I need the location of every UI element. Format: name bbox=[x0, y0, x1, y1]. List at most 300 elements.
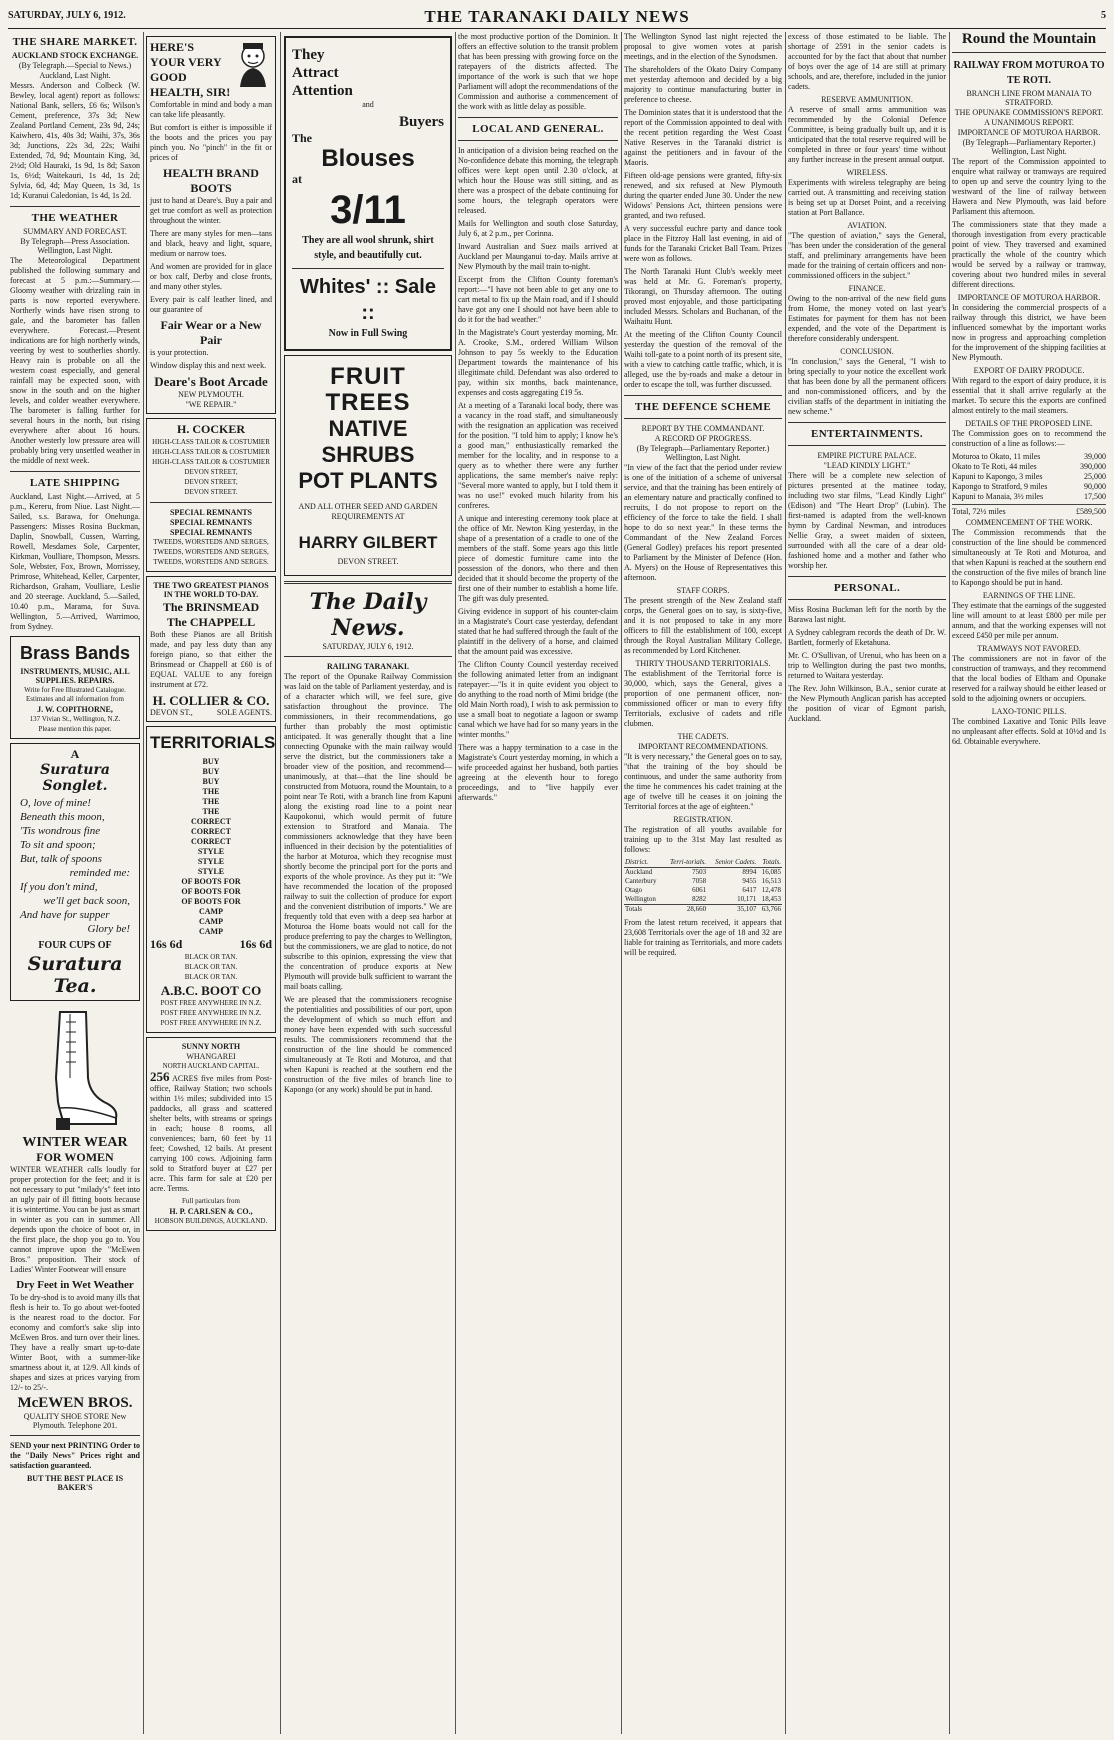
divider bbox=[458, 117, 618, 118]
post-free: POST FREE ANYWHERE IN N.Z. bbox=[160, 1019, 262, 1027]
suratura-letter: A bbox=[70, 747, 80, 761]
cadets-heading: THE CADETS. bbox=[677, 732, 729, 741]
defence-p4: "It is very necessary," the General goes on to say, "that the training of the boy should be continuous, and under the same authority from the time he commences his cadet training at the age of twelve till he ceases it on joining the Territorial forces at the age of eighteen." bbox=[624, 752, 782, 811]
conclusion-heading: CONCLUSION. bbox=[840, 347, 894, 356]
deare-p5: And women are provided for in glace or box calf, Derby and close fronts, and many other styles. bbox=[150, 262, 272, 291]
territorials-price: 16s 6d bbox=[150, 937, 183, 951]
boot-illustration bbox=[10, 1005, 140, 1135]
defence-p1: "In view of the fact that the period under review is one of the initiation of a scheme of universal service, and that the training has been entirely of an elementary nature and practically confined to recruits, I do not propose to report on the efficiency of the force to take the field. I shall hope to do so next year." In these terms the Commandant of the New Zealand Forces (General Godley) prefaces his report presented to Parliament by the Minister of Defence (Hon. A. Myers) on the House of Representatives this afternoon. bbox=[624, 463, 782, 582]
sunny-north-ad bbox=[146, 1037, 276, 1231]
col6-p9: A Sydney cablegram records the death of Dr. W. Bartlett, formerly of Eketahuna. bbox=[788, 628, 946, 647]
brass-bands-name: J. W. COPITHORNE, bbox=[37, 705, 113, 714]
divider bbox=[788, 422, 946, 423]
col7-p3: In considering the commercial prospects of a railway through this district, we have been influenced somewhat by the important works now in progress and approaching completion for the improvement of the shipping facilities at New Plymouth. bbox=[952, 303, 1106, 362]
divider bbox=[10, 471, 140, 472]
territorials-list-item: OF BOOTS FOR bbox=[181, 897, 241, 906]
column-5 bbox=[624, 32, 782, 1734]
whites-price: 3/11 bbox=[330, 188, 406, 232]
col7-h10: EARNINGS OF THE LINE. bbox=[982, 591, 1076, 600]
col6-p7: There will be a complete new selection of pictures presented at the matinee today, including two star films, "Lead Kindly Light" (Edison) and "The Heart Drop" (Lubin). The first-named is adapted from the well-known hymn by Cardinal Newman, and introduces Nellie Gray, a sweet maiden of sixteen, surrounded with all the care of a dear old-fashioned home and a mother and father who worship her. bbox=[788, 471, 946, 570]
divider bbox=[284, 656, 452, 657]
divider bbox=[952, 52, 1106, 53]
table-total-row bbox=[624, 905, 782, 915]
table-cell: 7503 bbox=[692, 868, 707, 876]
carlsen-firm: H. P. CARLSEN & CO., bbox=[169, 1207, 253, 1216]
column-rule bbox=[621, 32, 622, 1734]
table-cell: 6061 bbox=[692, 886, 707, 894]
shipping-body: Auckland, Last Night.—Arrived, at 5 p.m., Kereru, from Niue. Last Night.—Sailed, s.s. Barawa, for Onehunga. Passengers: Misses Rosina Buckman, Daplin, Snowball, Cussen, Warring, Rowell, Mesdames Sole, Carpenter, Kirkman, Voulliare, Thompson, Messrs. Sole, Webster, Fox, Brown, Morrissey, Primrose, Whitehead, Keller, Carpenter, Richardson, Graham, Voulliare, Leslie and 20 steerage. Auckland, 5.—Sailed, 10.40 p.m., Marama, for Suva. Wellington, 5.—Arrived, Warrimoo, from Sydney. bbox=[10, 492, 140, 631]
share-market-subtitle: AUCKLAND STOCK EXCHANGE. bbox=[11, 51, 139, 60]
winter-wear-title: WINTER WEAR bbox=[22, 1135, 128, 1150]
deare-firm: Deare's Boot Arcade bbox=[154, 374, 268, 389]
table-cell: 8994 bbox=[742, 868, 757, 876]
col7-h1: RAILWAY FROM MOTUROA TO TE ROTI. bbox=[953, 60, 1105, 86]
printing-ad: SEND your next PRINTING Order to the "Daily News" Prices right and satisfaction guaranteed. bbox=[10, 1441, 140, 1470]
whites-and: and bbox=[362, 100, 374, 109]
masthead-title: THE TARANAKI DAILY NEWS bbox=[424, 7, 690, 26]
col7-h7: EXPORT OF DAIRY PRODUCE. bbox=[973, 366, 1085, 375]
territorials-color: BLACK OR TAN. bbox=[184, 953, 238, 961]
recommendations-heading: IMPORTANT RECOMMENDATIONS. bbox=[638, 742, 768, 751]
table-cell: 12,478 bbox=[761, 886, 781, 894]
divider bbox=[458, 140, 618, 141]
line-cost-label: Kapongo to Stratford, 9 miles bbox=[952, 482, 1048, 491]
brinsmead: The BRINSMEAD bbox=[162, 600, 260, 614]
registration-table bbox=[624, 858, 782, 914]
whites-they: They bbox=[292, 47, 325, 63]
winter-wear-sub: FOR WOMEN bbox=[36, 1150, 114, 1164]
gilbert-street: DEVON STREET. bbox=[337, 557, 399, 566]
divider bbox=[150, 502, 272, 503]
col5-p4: Fifteen old-age pensions were granted, fifty-six renewed, and six refused at New Plymouth during the quarter ended June 30. Under the new Widows' Pensions Act, thirteen pensions were granted, and two refused. bbox=[624, 171, 782, 220]
territorials-ad bbox=[146, 726, 276, 1033]
col6-p10: Mr. C. O'Sullivan, of Urenui, who has been on a trip to Wellington during the past two months, returned to Waitara yesterday. bbox=[788, 651, 946, 680]
pianos-heading: THE TWO GREATEST PIANOS IN THE WORLD TO-DAY. bbox=[153, 581, 269, 599]
weather-subtitle: SUMMARY AND FORECAST. bbox=[23, 227, 127, 236]
col6-p3: Experiments with wireless telegraphy are being carried out. A transmitting and receiving station is being set up at Dorset Point, and a receiving station at Port Ballance. bbox=[788, 178, 946, 217]
health-brand-heading: HEALTH BRAND BOOTS bbox=[163, 166, 259, 195]
table-cell: 10,171 bbox=[737, 895, 757, 903]
column-2 bbox=[146, 32, 276, 1734]
col7-p6: The Commission recommends that the construction of the line should be commenced simultaneously at Te Roti and Moturoa, and that when Kapuni is reached at the southern end the construction of the five miles of branch line to Kapongo should be put in hand. bbox=[952, 528, 1106, 587]
share-market-byline: (By Telegraph.—Special to News.) bbox=[18, 61, 132, 70]
local-general-heading: LOCAL AND GENERAL. bbox=[472, 123, 604, 135]
col7-p9: The combined Laxative and Tonic Pills leave no unpleasant after effects. Sold at 10½d and 1s 6d. Obtainable everywhere. bbox=[952, 717, 1106, 746]
editorial-date: SATURDAY, JULY 6, 1912. bbox=[322, 642, 414, 651]
sunny-north-sub: NORTH AUCKLAND CAPITAL. bbox=[162, 1062, 260, 1070]
table-cell: 63,766 bbox=[757, 905, 782, 915]
line-cost-value: 390,000 bbox=[1080, 462, 1106, 471]
col6-p5: Owing to the non-arrival of the new field guns from Home, the money voted on last year's Estimates for payment for them has not been expended, and the vote of the Department is therefore considerably underspent. bbox=[788, 294, 946, 343]
tweeds-line: TWEEDS, WORSTEDS AND SERGES. bbox=[153, 558, 269, 566]
entertainments-heading: ENTERTAINMENTS. bbox=[810, 428, 924, 440]
col6-p1: excess of those estimated to be liable. The shortage of 2591 in the senior cadets is accounted for by the fact that about that number of boys over the age of 14 are still at primary schools, and are, therefore, included in the junior cadets. bbox=[788, 32, 946, 91]
registration-heading: REGISTRATION. bbox=[673, 815, 733, 824]
chappell: The CHAPPELL bbox=[166, 615, 256, 629]
column-3 bbox=[284, 32, 452, 1734]
masthead-date: SATURDAY, JULY 6, 1912. bbox=[8, 10, 126, 21]
aviation-heading: AVIATION. bbox=[847, 221, 887, 230]
gilbert-name: HARRY GILBERT bbox=[298, 533, 438, 552]
defence-heading: THE DEFENCE SCHEME bbox=[634, 401, 772, 413]
suratura-ad bbox=[10, 743, 140, 1001]
table-cell: 18,453 bbox=[761, 895, 781, 903]
territorials-color: BLACK OR TAN. bbox=[184, 973, 238, 981]
gentleman-portrait-icon bbox=[234, 40, 272, 88]
territorials-price: 16s 6d bbox=[239, 937, 272, 951]
col7-p5: The Commission goes on to recommend the construction of a line as follows:— bbox=[952, 429, 1106, 448]
verse-line: O, love of mine! bbox=[20, 797, 91, 809]
table-cell: 16,513 bbox=[761, 877, 781, 885]
whites-attract: Attract bbox=[292, 65, 339, 81]
suratura-brand: Suratura Tea. bbox=[27, 953, 123, 997]
cocker-line: HIGH-CLASS TAILOR & COSTUMIER bbox=[152, 458, 270, 466]
deare-p8: Window display this and next week. bbox=[150, 361, 267, 370]
boot-icon bbox=[30, 1008, 120, 1133]
col7-h4: A UNANIMOUS REPORT. bbox=[984, 118, 1074, 127]
editorial-p1: The report of the Opunake Railway Commission was laid on the table of Parliament yesterday, and is of a character which will, we feel sure, give satisfaction throughout the province. The commissioners, in their recommendations, go further than probably the most optimistic anticipated. It was generally thought that a line connecting Opunake with the main railway would serve the district, but the commissioners take a broader view of the position, and recommend—unanimously, at that—that the line should be constructed from Motuora, round the Mountain, to a point near Te Roti, with a branch line from Kapuni along the existing road line to a point near Kaupokonui, which would permit of future extension to Stratford and Manaia. The commissioners acknowledge that they have been influenced in their decision by the potentialities of the harbor at Moturoa, which they recognise must shortly become the principal port for the ports and exports of the whole province. As they put it: "We have recommended the location of the proposed railway to suit the collection of produce for export and the convenient distribution of imports." We are frequently told that even with a deep sea harbor at Moturoa the Home boats would not call for the produce preferring to pay the charges to Wellington, but the commissioners, we are glad to notice, do not subscribe to this opinion, expressing the view that the concentration of produce exports at New Plymouth will provide bulk sufficient to warrant the mail boats calling. bbox=[284, 672, 452, 991]
col7-h2: BRANCH LINE FROM MANAIA TO STRATFORD. bbox=[966, 89, 1092, 107]
registration-table-body bbox=[624, 868, 782, 915]
col5-p2: The shareholders of the Okato Dairy Company met yesterday afternoon and decided by a big majority to continue manufacturing butter in preference to cheese. bbox=[624, 65, 782, 104]
whites-sale: Whites' :: Sale :: bbox=[300, 276, 436, 324]
share-market-body: Messrs. Anderson and Colbeck (W. Bewley, local agent) report as follows: National Bank, sellers, £6 6s; Wilson's Cement, preference, 37s 3d; New Zealand Portland Cement, 23s 9d, 24s; Kaiwhero, 41s, 40s 3d; Waihi, 37s, 36s 3d; Junctions, 22s 3d, 22s; Waihi Extended, 7d, 9d; Mountain King, 3d, 2½d; Old Hauraki, 1s 9d, 1s 8d; Saxon 1s, 6½d; Waitekauri, 1s 4d, 1s 2d; Sylvia, 6d, 4d; May Queen, 1s 3d, 1s 1d; Kuranui Caledonian, 1s 4d, 1s 2d. bbox=[10, 81, 140, 200]
territorials-list-item: CAMP bbox=[199, 907, 223, 916]
dry-feet-heading: Dry Feet in Wet Weather bbox=[16, 1279, 134, 1291]
line-total-row bbox=[952, 507, 1106, 517]
cocker-line: HIGH-CLASS TAILOR & COSTUMIER bbox=[152, 438, 270, 446]
col7-h5: IMPORTANCE OF MOTUROA HARBOR. bbox=[957, 128, 1101, 137]
divider bbox=[284, 581, 452, 584]
verse-line: Beneath this moon, bbox=[20, 811, 105, 823]
deare-motto: "WE REPAIR." bbox=[185, 400, 237, 409]
col7-h12: LAXO-TONIC PILLS. bbox=[991, 707, 1067, 716]
table-header: Senior Cadets. bbox=[707, 858, 757, 868]
column-rule bbox=[280, 32, 281, 1734]
weather-byline: By Telegraph—Press Association. Wellington, Last Night. bbox=[20, 237, 130, 255]
territorials-list-item: CORRECT bbox=[190, 827, 231, 836]
collier-location: DEVON ST., bbox=[150, 708, 193, 717]
col5-p3: The Dominion states that it is understood that the report of the Commission appointed to deal with the recent petition regarding the West Coast Native Reserves in the Taranaki district is against the petitioners and in favour of the Maoris. bbox=[624, 108, 782, 167]
deare-town: NEW PLYMOUTH. bbox=[178, 390, 244, 399]
round-mountain-title: Round the Mountain bbox=[961, 32, 1097, 47]
sunny-north-full: Full particulars from bbox=[182, 1197, 240, 1205]
territorials-list-item: THE bbox=[202, 787, 220, 796]
sunny-north-title: SUNNY NORTH bbox=[181, 1042, 241, 1051]
cocker-line: HIGH-CLASS TAILOR & COSTUMIER bbox=[152, 448, 270, 456]
table-cell: 35,107 bbox=[707, 905, 757, 915]
line-cost-row bbox=[952, 492, 1106, 502]
deare-heading: HERE'S YOUR VERY GOOD HEALTH, SIR! bbox=[150, 40, 231, 99]
line-cost-label: Okato to Te Roti, 44 miles bbox=[952, 462, 1037, 471]
territorials-list bbox=[150, 757, 272, 936]
defence-byline: (By Telegraph—Parliamentary Reporter.) Wellington, Last Night. bbox=[636, 444, 770, 462]
divider bbox=[788, 599, 946, 600]
defence-sub: REPORT BY THE COMMANDANT. bbox=[641, 424, 765, 433]
brass-bands-line2: Write for Free Illustrated Catalogue. Estimates and all information from bbox=[24, 686, 126, 703]
winter-wear-body: WINTER WEATHER calls loudly for proper protection for the feet; and it is not necessary to put "milady's" feet into an ugly pair of ill fitting boots because it is wintertime. You can be just as smart in winter as you can in summer. All depends upon the choice of boot or, in the first place, the shop you go to. You cannot improve upon the "McEwen Bros." proposition. Their stock of Ladies' Winter Footwear will ensure bbox=[10, 1165, 140, 1274]
winter-wear-body2: To be dry-shod is to avoid many ills that flesh is heir to. To go about wet-footed is the nearest road to the doctor. For economy and comfort's sake slip into McEwen Bros. and turn over their lines. They have a really smart up-to-date Winter Boot, with a summer-like smartness about it, at 12/9. All kinds of shapes and sizes at prices varying from 12/- to 25/-. bbox=[10, 1293, 140, 1392]
line-cost-value: 39,000 bbox=[1084, 452, 1106, 461]
whites-blouses: Blouses bbox=[321, 145, 415, 172]
territorials-list-item: BUY bbox=[202, 767, 220, 776]
defence-p3: The establishment of the Territorial force is 30,000, which, says the General, gives a proportion of one permanent officer, non-commissioned officer or man to every fifty Territorials, exclusive of cadets and rifle clubmen. bbox=[624, 669, 782, 728]
col4-p1: In anticipation of a division being reached on the No-confidence debate this morning, the telegraph offices were kept open until 2.30 o'clock, at which hour the House was still sitting, and as there was a prospect of the debate continuing for some hours, the telegraph operators were released. bbox=[458, 146, 618, 215]
cocker-street: DEVON STREET, bbox=[184, 478, 238, 486]
staff-corps-heading: STAFF CORPS. bbox=[676, 586, 730, 595]
col6-p2: A reserve of small arms ammunition was recommended by the Colonial Defence Committee, is being gradually built up, and it is anticipated that the total reserve required will be completed in three or four years' time without any further increase in the present annual output. bbox=[788, 105, 946, 164]
sunny-north-place: WHANGAREI bbox=[186, 1052, 236, 1061]
territorials-list-item: OF BOOTS FOR bbox=[181, 877, 241, 886]
tweeds-line: TWEEDS, WORSTEDS AND SERGES, bbox=[153, 538, 269, 546]
divider bbox=[10, 1435, 140, 1436]
table-cell: Auckland bbox=[625, 868, 653, 876]
col5-p6: The North Taranaki Hunt Club's weekly meet was held at Mr. G. Foreman's property, Tikorangi, on Thursday afternoon. The outing proved most enjoyable, and those participating included Messrs. Scholars and Buchanan, of the Waihaitu Hunt. bbox=[624, 267, 782, 326]
col7-p8: The commissioners are not in favor of the construction of tramways, and they recommend that the local bodies of Eltham and Opunake reserved for a railway should be either leased or sold to the adjoining owners or occupiers. bbox=[952, 654, 1106, 703]
territorials-list-item: OF BOOTS FOR bbox=[181, 887, 241, 896]
brass-bands-line1: INSTRUMENTS, MUSIC, ALL SUPPLIES. REPAIRS. bbox=[20, 667, 130, 685]
sunny-north-body: ACRES five miles from Post-office, Railway Station; two schools within 1½ miles; subdivided into 15 paddocks, all grass and scattered shelter belts, with streams or springs in each; house 8 rooms, all conveniences; barn, 60 feet by 11 feet; Cowshed, 12 bails. At present carrying 100 cows. Adjoining farm sold to Stratford buyer at £27 per acre. This farm for sale at £20 per acre. Terms. bbox=[150, 1074, 272, 1193]
column-rule bbox=[785, 32, 786, 1734]
whites-the: The bbox=[292, 131, 313, 145]
line-cost-label: Moturoa to Okato, 11 miles bbox=[952, 452, 1041, 461]
column-7 bbox=[952, 32, 1106, 1734]
col4-p9: The Clifton County Council yesterday received the following animated letter from an indignant ratepayer:—"Is it in quite evident you object to do anything to the road north of Mimi bridge (the old Main North road), I wish to ask permission to use a small boat to negotiate a lagoon or swamp canal which we have had for so many years in the winter months." bbox=[458, 660, 618, 739]
whites-now: Now in Full Swing bbox=[328, 328, 408, 339]
baker-ad: BUT THE BEST PLACE IS BAKER'S bbox=[26, 1474, 124, 1492]
territorials-list-item: CORRECT bbox=[190, 837, 231, 846]
shipping-heading: LATE SHIPPING bbox=[29, 477, 121, 489]
column-rule bbox=[949, 32, 950, 1734]
line-cost-label: Kapuni to Kapongo, 3 miles bbox=[952, 472, 1043, 481]
col4-top: the most productive portion of the Dominion. It offers an effective solution to the transit problem that has been pressing with growing force on the ratepayers of the districts affected. The importance of the work is such that we hope Parliament will adopt the recommendations of the Commission and authorise a commencement of the work with as little delay as possible. bbox=[458, 32, 618, 111]
territorials-color: BLACK OR TAN. bbox=[184, 963, 238, 971]
table-row bbox=[624, 886, 782, 895]
divider bbox=[624, 418, 782, 419]
defence-p2: The present strength of the New Zealand staff corps, the General goes on to say, is sixty-five, and it is not proposed to take in any more officers to fill the establishment of 100, except through the Royal Australian Military College, as recommended by Lord Kitchener. bbox=[624, 596, 782, 655]
deare-p7: is your protection. bbox=[150, 348, 209, 357]
territorials-list-item: STYLE bbox=[197, 857, 225, 866]
collier-location-row bbox=[150, 708, 272, 718]
col7-h8: DETAILS OF THE PROPOSED LINE. bbox=[965, 419, 1093, 428]
defence-p6: From the latest return received, it appears that 23,608 Territorials over the age of 18 and 32 are liable for training as Territorials, and more cadets will be required. bbox=[624, 918, 782, 957]
native-shrubs: NATIVE SHRUBS bbox=[321, 416, 415, 467]
line-cost-label: Kapuni to Manaia, 3½ miles bbox=[952, 492, 1044, 501]
table-cell: Totals bbox=[624, 905, 663, 915]
table-cell: 28,660 bbox=[663, 905, 707, 915]
col7-h11: TRAMWAYS NOT FAVORED. bbox=[977, 644, 1081, 653]
verse-line: And have for supper bbox=[20, 909, 110, 921]
col4-p7: A unique and interesting ceremony took place at the office of Mr. Newton King yesterday, in the shape of a presentation of a cradle to one of the members of the staff. Some years ago this little piece of domestic furniture came into the possession of the donors, who there and then decided that it should become the property of the first one of their number to establish a home life. The gift was duly presented. bbox=[458, 514, 618, 603]
pianos-body: Both these Pianos are all British made, and pay less duty than any foreign piano, so that either the Brinsmead or Chappell at £60 is of EQUAL VALUE to any foreign instrument at £72. bbox=[150, 630, 272, 689]
territorials-title: TERRITORIALS bbox=[150, 733, 276, 752]
line-cost-row bbox=[952, 452, 1106, 462]
line-cost-row bbox=[952, 472, 1106, 482]
editorial-p2: We are pleased that the commissioners recognise the potentialities and possibilities of our port, upon the development of which so much effort and money have been expended with such successful results. The commissioners recommend that the construction of the line should be commenced simultaneously at Te Roti and Moturoa, and that when Kapuni is reached at the southern end the construction of the five miles of branch line to Kapongo (or any work) should be put in hand. bbox=[284, 995, 452, 1094]
col4-p2: Mails for Wellington and south close Saturday, July 6, at 2 p.m., per Corinna. bbox=[458, 219, 618, 238]
table-header: Totals. bbox=[757, 858, 782, 868]
cocker-street: DEVON STREET. bbox=[184, 488, 238, 496]
weather-body: The Meteorological Department published the following summary and forecast at 5 p.m.:—Summary.—Gloomy weather with drizzling rain in parts is now reported everywhere. Northerly winds have risen strong to gale, and the barometer has fallen everywhere. Forecast.—Present indications are for high northerly winds, veering by west to southerlies shortly. Heavy rain is probable on all the western coast especially, and general rainfall may be expected soon, with snow in the south and on the higher levels, and colder weather everywhere. The barometer is falling further for several hours in the north, but rising everywhere after about 16 hours. Another westerly low pressure area will probably bring very unsettled weather in the middle of next week. bbox=[10, 256, 140, 465]
cocker-street: DEVON STREET, bbox=[184, 468, 238, 476]
column-rule bbox=[455, 32, 456, 1734]
deare-ad bbox=[146, 36, 276, 414]
territorials-list-item: BUY bbox=[202, 777, 220, 786]
table-row bbox=[624, 877, 782, 886]
line-cost-value: 17,500 bbox=[1084, 492, 1106, 501]
table-cell: 16,085 bbox=[761, 868, 781, 876]
deare-p2: But comfort is either is impossible if the boots and the prices you pay pinch you. No "pinch" in the fit or prices of bbox=[150, 123, 272, 162]
table-row bbox=[624, 868, 782, 878]
thirty-thousand-heading: THIRTY THOUSAND TERRITORIALS. bbox=[635, 659, 771, 668]
weather-heading: THE WEATHER bbox=[31, 212, 119, 224]
territorials-list-item: THE bbox=[202, 797, 220, 806]
whites-desc: They are all wool shrunk, shirt style, and beautifully cut. bbox=[302, 235, 434, 261]
territorials-price-row bbox=[150, 937, 272, 952]
column-6 bbox=[788, 32, 946, 1734]
table-row bbox=[624, 895, 782, 905]
post-free: POST FREE ANYWHERE IN N.Z. bbox=[160, 999, 262, 1007]
wireless-heading: WIRELESS. bbox=[846, 168, 888, 177]
table-cell: 7058 bbox=[692, 877, 707, 885]
collier-firm: H. COLLIER & CO. bbox=[152, 693, 270, 708]
col7-p4: With regard to the export of dairy produce, it is essential that it shall arrive regularly at the market. To secure this the exports are confined almost entirely to the mail steamers. bbox=[952, 376, 1106, 415]
whites-attention: Attention bbox=[292, 83, 353, 99]
territorials-list-item: STYLE bbox=[197, 847, 225, 856]
divider bbox=[624, 395, 782, 396]
empire-heading: EMPIRE PICTURE PALACE. bbox=[817, 451, 917, 460]
brass-bands-address: 137 Vivian St., Wellington, N.Z. bbox=[29, 715, 121, 723]
col7-p1: The report of the Commission appointed to enquire what railway or tramways are required to open up and serve the country lying to the westward of the line of railway between Hawera and New Plymouth, was laid before Parliament this afternoon. bbox=[952, 157, 1106, 216]
table-cell: Wellington bbox=[625, 895, 656, 903]
cocker-name: H. COCKER bbox=[176, 422, 245, 436]
suratura-cups: FOUR CUPS OF bbox=[38, 940, 112, 951]
col4-p4: Excerpt from the Clifton County foreman's report:—"I have not been able to get any one to cart metal to fix up the Main road, and if I should have got any one I should not have been able to do it for the bad weather." bbox=[458, 275, 618, 324]
gilbert-ad bbox=[284, 355, 452, 576]
col5-p1: The Wellington Synod last night rejected the proposal to give women votes at parish meetings, and in the election of the Synodsmen. bbox=[624, 32, 782, 61]
divider bbox=[952, 504, 1106, 505]
finance-heading: FINANCE. bbox=[848, 284, 886, 293]
line-cost-row bbox=[952, 462, 1106, 472]
verse-line: reminded me: bbox=[69, 867, 130, 879]
share-market-heading: THE SHARE MARKET. bbox=[12, 36, 138, 48]
carlsen-addr: HOBSON BUILDINGS, AUCKLAND. bbox=[154, 1217, 268, 1225]
defence-sub2: A RECORD OF PROGRESS. bbox=[654, 434, 752, 443]
territorials-list-item: CAMP bbox=[199, 917, 223, 926]
col6-p6: "In conclusion," says the General, "I wish to bring specially to your notice the excellent work that has been done by all the permanent officers and non-commissioned officers, and by the civilian staffs of the department in initiating the new scheme." bbox=[788, 357, 946, 416]
defence-p5: The registration of all youths available for training up to the 31st May last resulted as follows: bbox=[624, 825, 782, 854]
divider bbox=[10, 206, 140, 207]
whites-buyers: Buyers bbox=[399, 114, 444, 130]
line-cost-value: 25,000 bbox=[1084, 472, 1106, 481]
verse-line: Glory be! bbox=[87, 923, 130, 935]
whites-at: at bbox=[292, 172, 302, 186]
brass-bands-title: Brass Bands bbox=[19, 643, 131, 663]
special-remnants: SPECIAL REMNANTS bbox=[169, 508, 252, 517]
col7-byline: (By Telegraph—Parliamentary Reporter.) Wellington, Last Night. bbox=[962, 138, 1096, 156]
territorials-list-item: CORRECT bbox=[190, 817, 231, 826]
table-header: District. bbox=[624, 858, 663, 868]
special-remnants: SPECIAL REMNANTS bbox=[169, 528, 252, 537]
collier-agents: SOLE AGENTS. bbox=[216, 708, 272, 717]
mcewen-firm: McEWEN BROS. bbox=[17, 1395, 133, 1411]
verse-line: If you don't mind, bbox=[20, 881, 98, 893]
table-cell: 8282 bbox=[692, 895, 707, 903]
col5-p7: At the meeting of the Clifton County Council yesterday the question of the removal of the Waihi toll-gate to a point north of its present site, with a view to catching cattle traffic, which, it is alleged, use the by-roads and make a detour in order to escape the toll, was further discussed. bbox=[624, 330, 782, 389]
line-cost-value: 90,000 bbox=[1084, 482, 1106, 491]
table-cell: Canterbury bbox=[625, 877, 657, 885]
divider bbox=[788, 576, 946, 577]
deare-p6: Every pair is calf leather lined, and our guarantee of bbox=[150, 295, 272, 314]
column-rule bbox=[143, 32, 144, 1734]
abc-boot-firm: A.B.C. BOOT CO bbox=[160, 983, 262, 998]
territorials-list-item: STYLE bbox=[197, 867, 225, 876]
verse-line: we'll get back soon, bbox=[43, 895, 130, 907]
table-header-row bbox=[624, 858, 782, 868]
share-market-dateline: Auckland, Last Night. bbox=[39, 71, 111, 80]
col6-p11: The Rev. John Wilkinson, B.A., senior curate at the New Plymouth Anglican parish has accepted the position of vicar of Egmont parish, Auckland. bbox=[788, 684, 946, 723]
table-header: Terri-torials. bbox=[663, 858, 707, 868]
pot-plants: POT PLANTS bbox=[298, 468, 438, 493]
masthead bbox=[8, 6, 1106, 29]
brass-bands-ad bbox=[10, 636, 140, 739]
territorials-list-item: CAMP bbox=[199, 927, 223, 936]
line-cost-list bbox=[952, 452, 1106, 502]
col4-p8: Giving evidence in support of his counter-claim in a Magistrate's Court case yesterday, defendant stated that he had suffered through the fault of the plaintiff in the delivery of a horse, and claimed that the amount paid was excessive. bbox=[458, 607, 618, 656]
brass-bands-note: Please mention this paper. bbox=[38, 725, 112, 733]
col4-p6: At a meeting of a Taranaki local body, there was a vacancy in the road staff, and simultaneously with the resignation an application was received for the position. "I told him to apply; I know he's a good man," enthusiastically remarked the member for the locality, and in response to a query as to whether there were any further applications, the same member's naive reply: "Several more wanted to apply, but I told them it was no use!" evoked much hilarity from his confreres. bbox=[458, 401, 618, 510]
line-total-value: £589,500 bbox=[1076, 507, 1106, 516]
deare-p4: There are many styles for men—tans and black, heavy and light, square, medium or narrow toes. bbox=[150, 229, 272, 258]
deare-p1: Comfortable in mind and body a man can take life pleasantly. bbox=[150, 100, 272, 119]
line-total-label: Total, 72½ miles bbox=[952, 507, 1006, 516]
gilbert-and: AND ALL OTHER SEED AND GARDEN REQUIREMENTS AT bbox=[298, 502, 438, 521]
special-remnants: SPECIAL REMNANTS bbox=[169, 518, 252, 527]
table-cell: 9455 bbox=[742, 877, 757, 885]
table-cell: Otago bbox=[625, 886, 643, 894]
territorials-list-item: BUY bbox=[202, 757, 220, 766]
col7-p7: They estimate that the earnings of the suggested line will amount to at least £800 per mile per annum, and that the working expenses will not exceed £450 per mile per annum. bbox=[952, 601, 1106, 640]
divider bbox=[292, 268, 444, 269]
divider bbox=[788, 445, 946, 446]
verse-line: To sit and spoon; bbox=[20, 839, 96, 851]
line-cost-row bbox=[952, 482, 1106, 492]
col6-p4: "The question of aviation," says the General, "has been under the consideration of the general staff, and preliminary arrangements have been made for the training of certain officers and non-commissioned officers in the subject." bbox=[788, 231, 946, 280]
suratura-title: Suratura Songlet. bbox=[40, 762, 110, 794]
col4-p10: There was a happy termination to a case in the Magistrate's Court yesterday morning, in which a wife proceeded against her husband, both parties agreeing at the eleventh hour to forego proceedings, and to "live happily ever afterwards." bbox=[458, 743, 618, 802]
personal-heading: PERSONAL. bbox=[833, 582, 901, 594]
post-free: POST FREE ANYWHERE IN N.Z. bbox=[160, 1009, 262, 1017]
sunny-north-number: 256 bbox=[150, 1069, 170, 1084]
fair-wear-heading: Fair Wear or a New Pair bbox=[160, 318, 262, 347]
cocker-ad bbox=[146, 418, 276, 572]
tweeds-line: TWEEDS, WORSTEDS AND SERGES, bbox=[153, 548, 269, 556]
editorial-title: RAILING TARANAKI. bbox=[327, 662, 409, 671]
suratura-verse bbox=[14, 794, 136, 938]
mcewen-store: QUALITY SHOE STORE New Plymouth. Telephone 201. bbox=[23, 1412, 127, 1430]
page-number: 5 bbox=[1101, 10, 1106, 21]
col5-p5: A very successful euchre party and dance took place in the Fitzroy Hall last evening, in aid of funds for the Taranaki Cricket Ball Team. Prizes were won as follows. bbox=[624, 224, 782, 263]
pianos-ad bbox=[146, 576, 276, 722]
col6-p8: Miss Rosina Buckman left for the north by the Barawa last night. bbox=[788, 605, 946, 624]
fruit-trees: FRUIT TREES bbox=[325, 363, 411, 416]
column-4 bbox=[458, 32, 618, 1734]
verse-line: 'Tis wondrous fine bbox=[20, 825, 101, 837]
table-cell: 6417 bbox=[742, 886, 757, 894]
col7-h3: THE OPUNAKE COMMISSION'S REPORT. bbox=[954, 108, 1104, 117]
col7-p2: The commissioners state that they made a thorough investigation from every practicable point of view. They traversed and examined practically the whole of the country which would be served by a railway or tramway, covering about two hundred miles in several different directions. bbox=[952, 220, 1106, 289]
lead-kindly-light: "LEAD KINDLY LIGHT." bbox=[823, 461, 911, 470]
